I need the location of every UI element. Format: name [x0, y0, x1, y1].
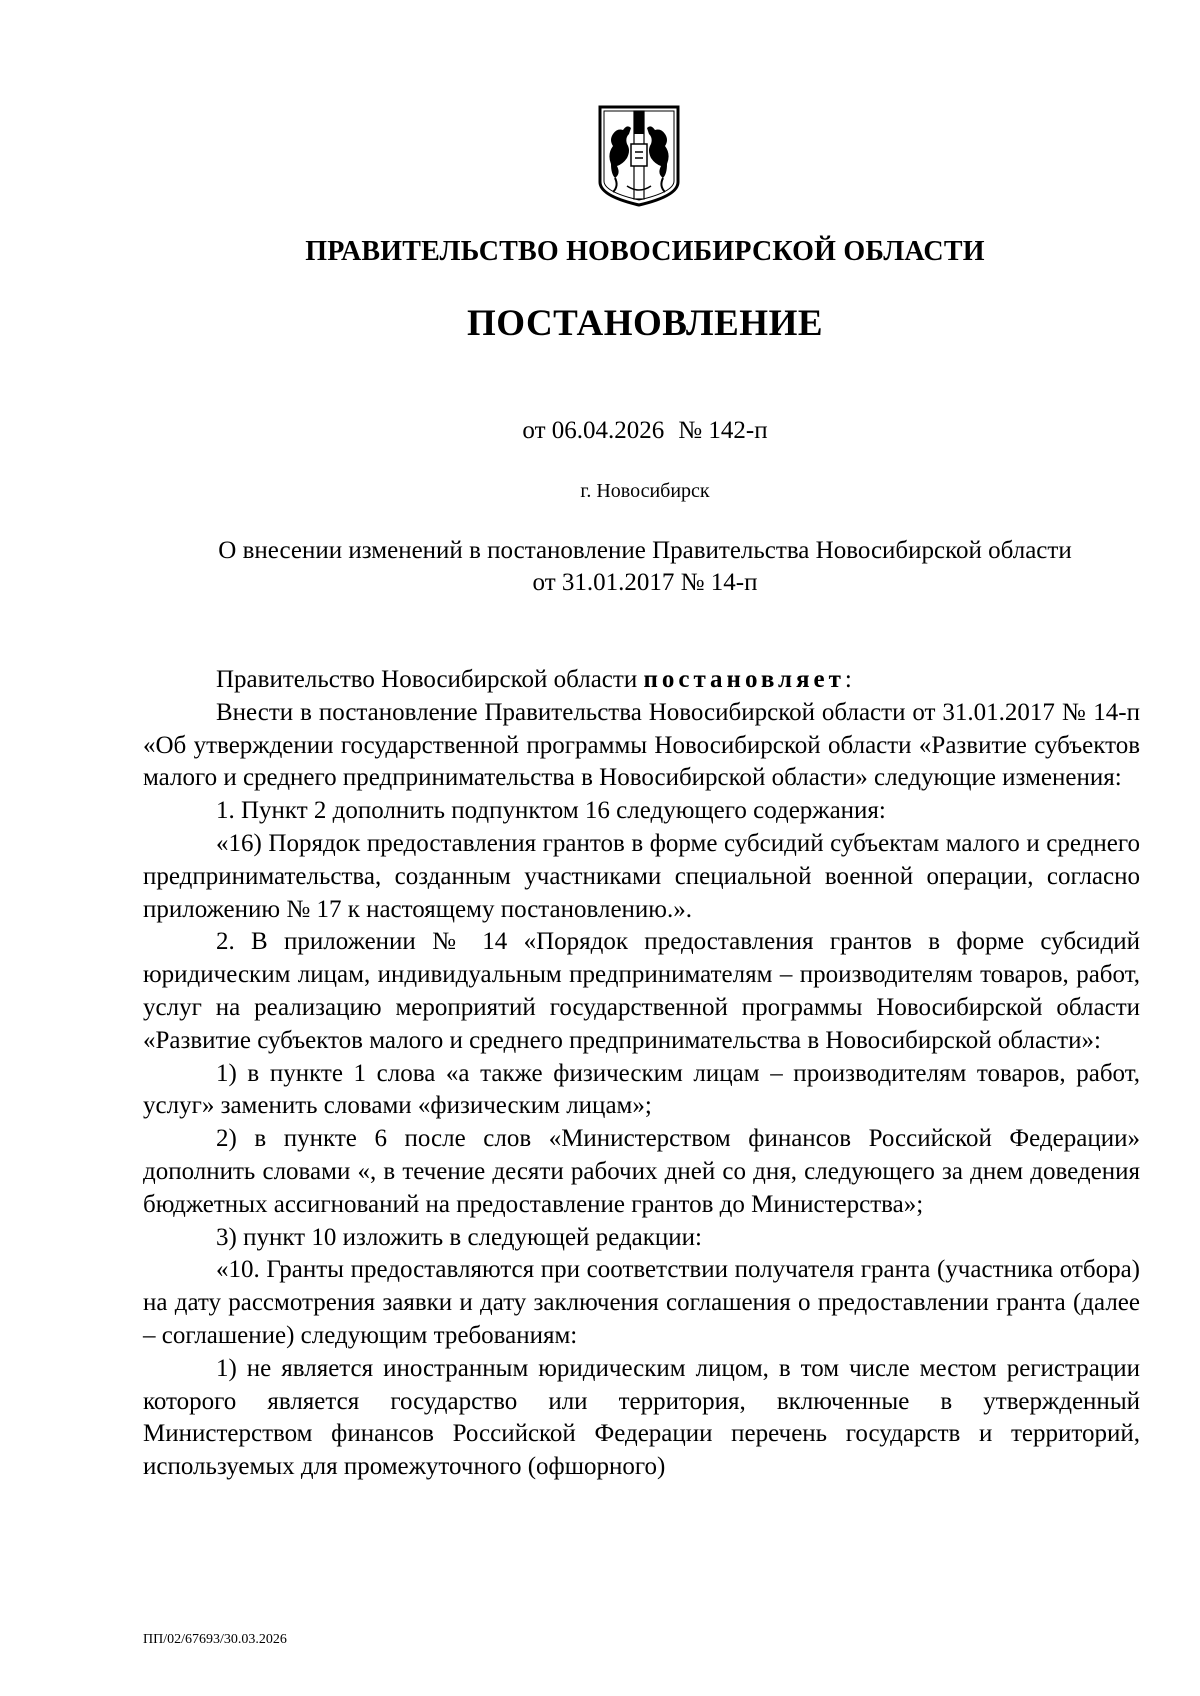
paragraph: 2) в пункте 6 после слов «Министерством финансов Российской Федерации» дополнить словами «, в течение десяти рабочих дней со дня, следующего за днем доведения бюджетных ассигнований на предоставление грантов до Министерства»; — [143, 1125, 1140, 1218]
preamble-text: Правительство Новосибирской области — [216, 666, 638, 693]
paragraph: 1) в пункте 1 слова «а также физическим лицам – производителям товаров, работ, услуг» заменить словами «физическим лицам»; — [143, 1059, 1140, 1120]
paragraph: «16) Порядок предоставления грантов в форме субсидий субъектам малого и среднего предпринимательства, созданным участниками специальной военной операции, согласно приложению № 17 к настоящему постановлению.». — [143, 829, 1140, 923]
document-body — [143, 664, 1140, 1484]
footer-code: ПП/02/67693/30.03.2026 — [143, 1632, 287, 1647]
preamble-colon: : — [844, 666, 852, 693]
document-number: № 142-п — [678, 417, 768, 444]
document-city: г. Новосибирск — [580, 480, 710, 502]
paragraph: 1. Пункт 2 дополнить подпунктом 16 следующего содержания: — [216, 797, 886, 825]
document-date: от 06.04.2026 — [522, 417, 665, 444]
decree-word: постановляет — [643, 666, 845, 693]
paragraph: 2. В приложении № 14 «Порядок предоставления грантов в форме субсидий юридическим лицам, индивидуальным предпринимателям – производителям товаров, работ, услуг на реализацию мероприятий государственной программы Новосибирской области «Развитие субъектов малого и среднего предпринимательства в Новосибирской области»: — [143, 928, 1140, 1054]
document-type: ПОСТАНОВЛЕНИЕ — [466, 303, 824, 344]
paragraph: «10. Гранты предоставляются при соответствии получателя гранта (участника отбора) на дату рассмотрения заявки и дату заключения соглашения о предоставлении гранта (далее – соглашение) следующим требованиям: — [143, 1256, 1140, 1349]
organization-title: ПРАВИТЕЛЬСТВО НОВОСИБИРСКОЙ ОБЛАСТИ — [305, 236, 985, 267]
paragraph: 1) не является иностранным юридическим лицом, в том числе местом регистрации которого является государство или территория, включенные в утвержденный Министерством финансов Российской Федерации перечень государств и территорий, используемых для промежуточного (офшорного) — [143, 1354, 1140, 1481]
paragraph: 3) пункт 10 изложить в следующей редакции: — [216, 1223, 702, 1251]
coat-of-arms-icon — [597, 104, 681, 208]
date-number-line — [0, 417, 1200, 445]
paragraph: Внести в постановление Правительства Новосибирской области от 31.01.2017 № 14-п «Об утверждении государственной программы Новосибирской области «Развитие субъектов малого и среднего предпринимательства в Новосибирской области» следующие изменения: — [143, 698, 1140, 792]
subject-line-2: от 31.01.2017 № 14-п — [532, 569, 758, 596]
subject-line-1: О внесении изменений в постановление Правительства Новосибирской области — [218, 537, 1072, 564]
document-subject — [150, 535, 1140, 599]
preamble — [143, 664, 1140, 697]
